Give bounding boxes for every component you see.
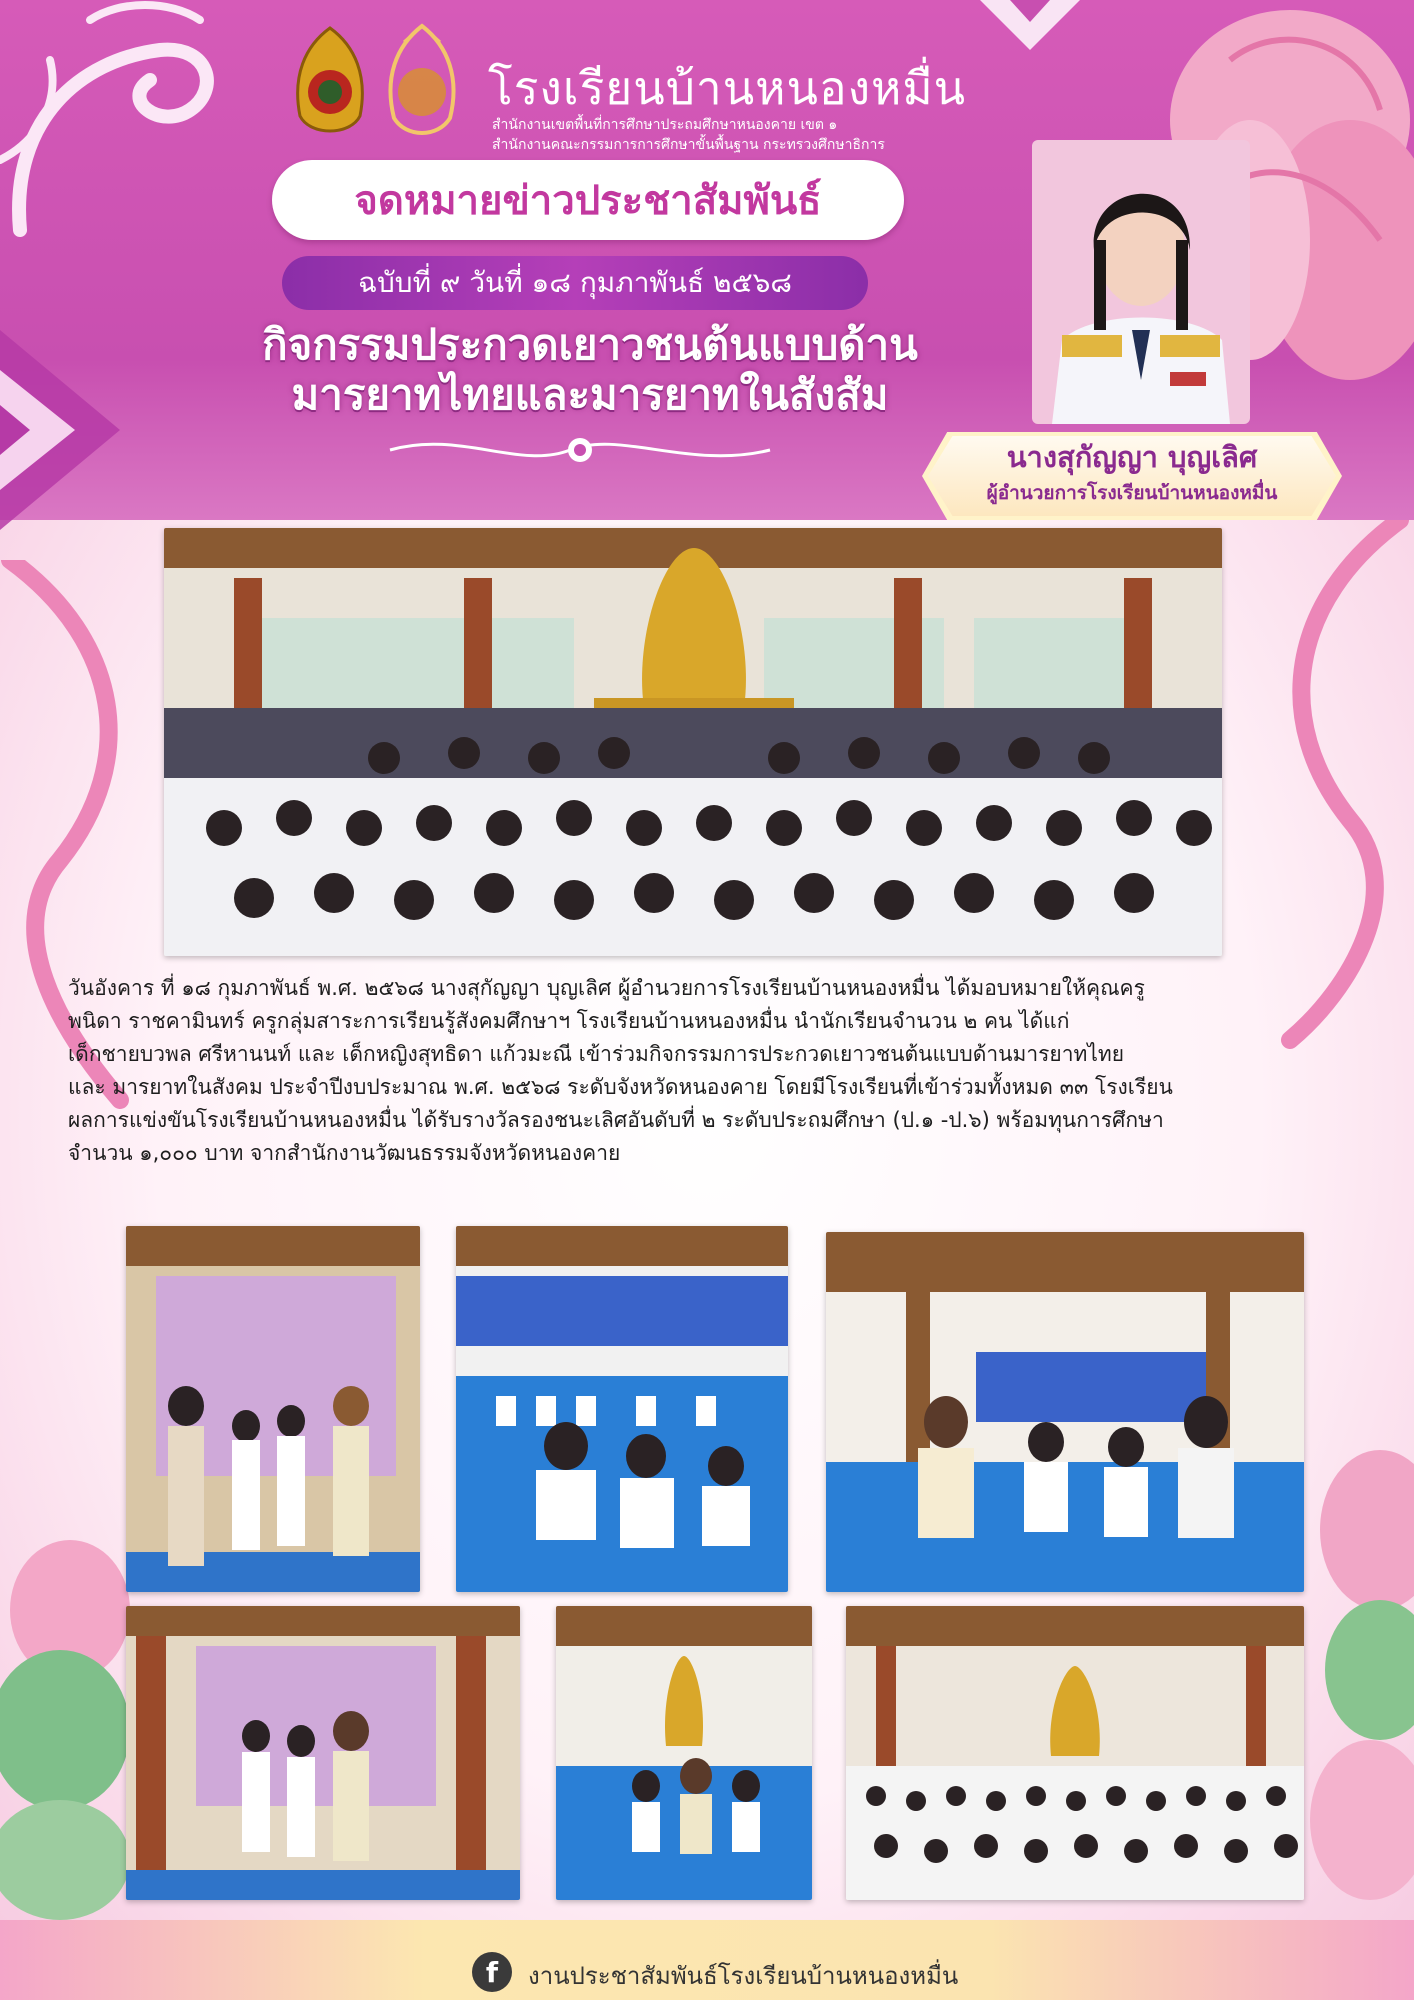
article-line: เด็กชายบวพล ศรีหานนท์ และ เด็กหญิงสุทธิดา แก้วมะณี เข้าร่วมกิจกรรมการประกวดเยาวชนต้นแบบด้านมารยาทไทย: [68, 1042, 1125, 1066]
headline-line-2: มารยาทไทยและมารยาทในสังสัม: [291, 370, 889, 419]
main-group-photo: [164, 528, 1222, 956]
facebook-icon: f: [472, 1952, 512, 1992]
diamond-ornament-left: [0, 300, 150, 560]
headline-line-1: กิจกรรมประกวดเยาวชนต้นแบบด้าน: [262, 320, 918, 369]
office-line-2: สำนักงานคณะกรรมการการศึกษาขั้นพื้นฐาน กระทรวงศึกษาธิการ: [492, 137, 885, 153]
office-line-1: สำนักงานเขตพื้นที่การศึกษาประถมศึกษาหนองคาย เขต ๑: [492, 117, 838, 133]
article-line: พนิดา ราชคามินทร์ ครูกลุ่มสาระการเรียนรู้สังคมศึกษาฯ โรงเรียนบ้านหนองหมื่น นำนักเรียนจำนวน ๒ คน ได้แก่: [68, 1009, 1070, 1033]
article-line: และ มารยาทในสังคม ประจำปีงบประมาณ พ.ศ. ๒๕๖๘ ระดับจังหวัดหนองคาย โดยมีโรงเรียนที่เข้าร่วมทั้งหมด ๓๓ โรงเรียน: [68, 1075, 1173, 1099]
ornament-divider: [380, 430, 780, 470]
article-line: ผลการแข่งขันโรงเรียนบ้านหนองหมื่น ได้รับรางวัลรองชนะเลิศอันดับที่ ๒ ระดับประถมศึกษา (ป.๑ -ป.๖) พร้อมทุนการศึกษา: [68, 1108, 1164, 1132]
gallery-photo-3: [826, 1232, 1304, 1592]
issue-date-banner: ฉบับที่ ๙ วันที่ ๑๘ กุมภาพันธ์ ๒๕๖๘: [282, 256, 868, 310]
director-title: ผู้อำนวยการโรงเรียนบ้านหนองหมื่น: [986, 482, 1278, 504]
gallery-photo-2: [456, 1226, 788, 1592]
swirl-ornament-lower-left: [0, 560, 170, 1320]
newsletter-title: จดหมายข่าวประชาสัมพันธ์: [272, 160, 904, 240]
director-name: นางสุกัญญา บุญเลิศ: [1006, 440, 1258, 474]
facebook-page-name: งานประชาสัมพันธ์โรงเรียนบ้านหนองหมื่น: [528, 1962, 959, 1990]
article-line: จำนวน ๑,๐๐๐ บาท จากสำนักงานวัฒนธรรมจังหวัดหนองคาย: [68, 1141, 621, 1165]
lotus-flower-bottom-right: [1300, 1440, 1414, 1920]
gallery-photo-4: [126, 1606, 520, 1900]
swirl-ornament-left: [0, 0, 230, 240]
obec-emblem-logo: [290, 26, 370, 142]
article-line: วันอังคาร ที่ ๑๘ กุมภาพันธ์ พ.ศ. ๒๕๖๘ นางสุกัญญา บุญเลิศ ผู้อำนวยการโรงเรียนบ้านหนองหมื่น ได้มอบหมายให้คุณครู: [68, 976, 1145, 1000]
school-name: โรงเรียนบ้านหนองหมื่น: [488, 61, 967, 115]
gallery-photo-5: [556, 1606, 812, 1900]
gallery-photo-6: [846, 1606, 1304, 1900]
lotus-flower-bottom-left: [0, 1540, 140, 1920]
director-portrait: [1032, 140, 1250, 424]
gallery-photo-1: [126, 1226, 420, 1592]
school-emblem-logo: [380, 22, 464, 142]
article-body: [68, 972, 1358, 1170]
